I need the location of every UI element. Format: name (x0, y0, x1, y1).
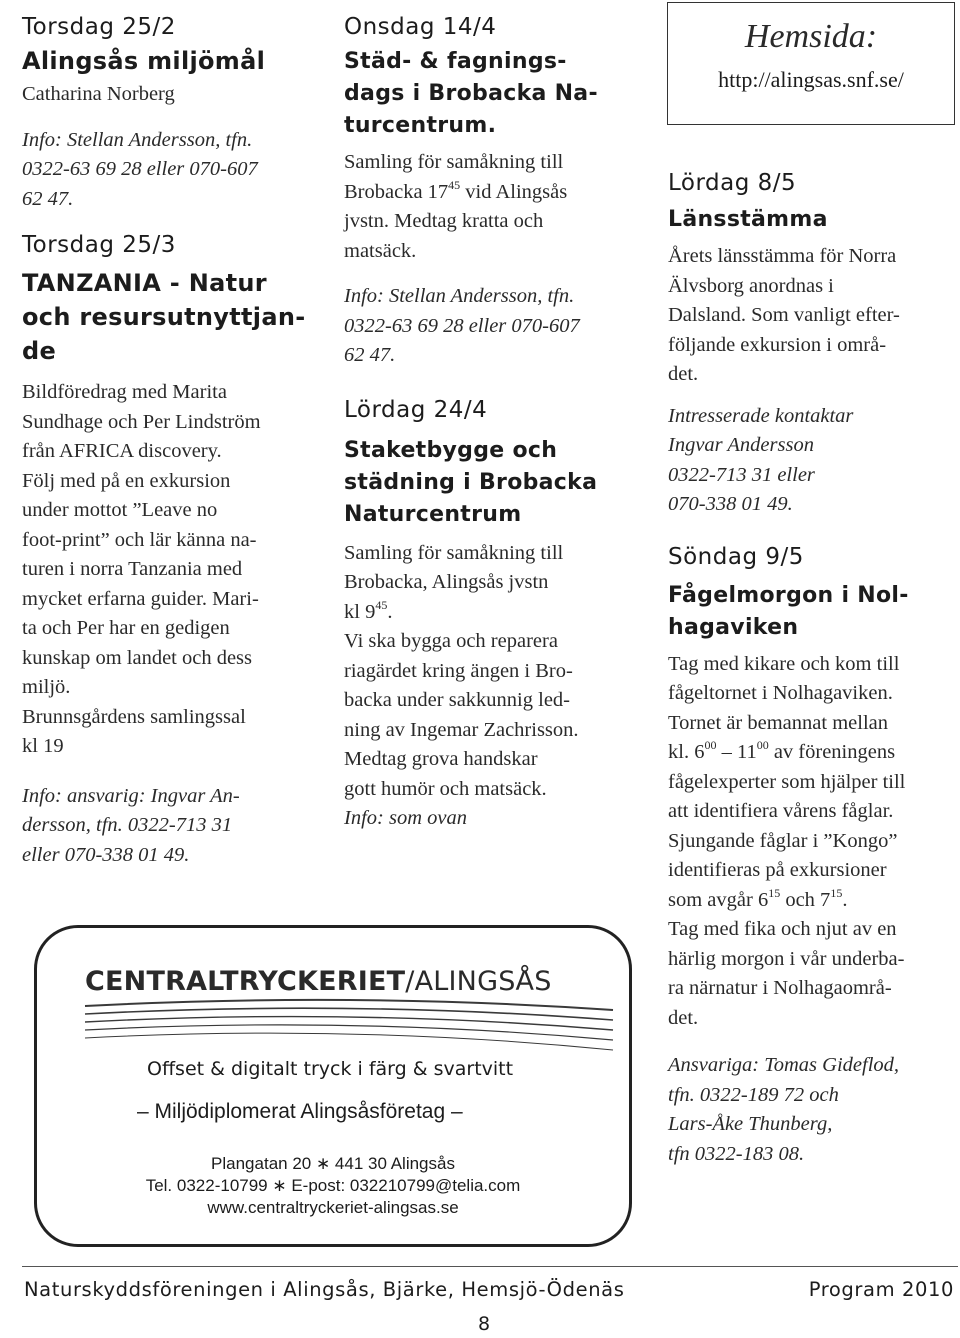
printer-contact: Tel. 0322-10799 ∗ E-post: 032210799@telia.com (145, 1176, 521, 1195)
event-title: Alingsås miljömål (22, 47, 266, 75)
event-info: Info: Stellan Andersson, tfn. 0322-63 69 28 eller 070-607 62 47. (22, 128, 258, 210)
event-date: Lördag 8/5 (668, 170, 797, 196)
event-title: Städ- & fagnings- dags i Brobacka Na- turcentrum. (344, 49, 598, 138)
event-title: Staketbygge och städning i Brobacka Naturcentrum (344, 437, 598, 527)
event-title: Länsstämma (668, 207, 828, 232)
event-description: Samling för samåkning till Brobacka $17^{45}$ vid Alingsås jvstn. Medtag kratta och matsäck. (344, 151, 568, 262)
event-description: Årets länsstämma för Norra Älvsborg anordnas i Dalsland. Som vanligt efter- följande exkursion i områ- det. (668, 245, 900, 385)
homepage-title: Hemsida: (744, 18, 878, 55)
event-description: Tag med kikare och kom till fågeltornet i Nolhagaviken. Tornet är bemannat mellan kl. $6^{00} - 11^{00}$ av föreningens fågelexperter som hjälper till att identifiera vårens fåglar. Sjungande fåglar i ”Kongo” identifieras på exkursioner som avgår $6^{15}$ och $7^{15}$. Tag med fika och njut av en härlig morgon i vår underba- ra närnatur i Nolhagaområ- det. (668, 652, 906, 1029)
event-info: Info: som ovan (344, 807, 467, 829)
footer-organization: Naturskyddsföreningen i Alingsås, Bjärke, Hemsjö-Ödenäs (24, 1278, 625, 1301)
column-right (668, 0, 956, 1169)
column-middle (344, 0, 644, 834)
event-title: TANZANIA - Natur och resursutnyttjan- de (22, 269, 306, 365)
event-description: Bildföredrag med Marita Sundhage och Per Lindström från AFRICA discovery. Följ med på en exkursion under mottot ”Leave no foot-print” och lär känna na- turen i norra Tanzania med mycket erfarna guider. Mari- ta och Per har en gedigen kunskap om landet och dess miljö. Brunnsgårdens samlingssal kl 19 (22, 381, 261, 757)
footer-divider (22, 1266, 958, 1267)
event-speaker: Catharina Norberg (22, 83, 175, 105)
printer-website[interactable]: www.centraltryckeriet-alingsas.se (207, 1198, 459, 1217)
printer-environment-label: – Miljödiplomerat Alingsåsföretag – (137, 1100, 463, 1123)
event-date: Torsdag 25/2 (22, 14, 176, 40)
footer-program-label: Program 2010 (808, 1278, 954, 1301)
printer-address: Plangatan 20 ∗ 441 30 Alingsås (211, 1154, 455, 1173)
event-info: Ansvariga: Tomas Gideflod, tfn. 0322-189 72 och Lars-Åke Thunberg, tfn 0322-183 08. (668, 1054, 900, 1165)
event-date: Lördag 24/4 (344, 396, 488, 423)
event-date: Torsdag 25/3 (22, 232, 176, 258)
event-info: Info: ansvarig: Ingvar An- dersson, tfn. 0322-713 31 eller 070-338 01 49. (22, 784, 240, 866)
printer-tagline: Offset & digitalt tryck i färg & svartvitt (147, 1058, 514, 1080)
page-number: 8 (478, 1313, 491, 1335)
event-title: Fågelmorgon i Nol- hagaviken (668, 582, 909, 640)
column-left (22, 0, 312, 870)
event-description: Samling för samåkning till Brobacka, Alingsås jvstn kl $9^{45}$. Vi ska bygga och reparera riagärdet kring ängen i Bro- backa under sakkunnig led- ning av Ingemar Zachrisson. Medtag grova handskar gott humör och matsäck. (344, 541, 579, 800)
event-date: Söndag 9/5 (668, 543, 804, 570)
event-date: Onsdag 14/4 (344, 14, 497, 40)
printer-advertisement (34, 925, 632, 1247)
event-info: Info: Stellan Andersson, tfn. 0322-63 69 28 eller 070-607 62 47. (344, 285, 580, 366)
event-info: Intresserade kontaktar Ingvar Andersson 0322-713 31 eller 070-338 01 49. (668, 404, 854, 515)
printer-logo-text: CENTRALTRYCKERIET/ALINGSÅS (85, 966, 552, 997)
homepage-link[interactable]: http://alingsas.snf.se/ (718, 67, 904, 92)
